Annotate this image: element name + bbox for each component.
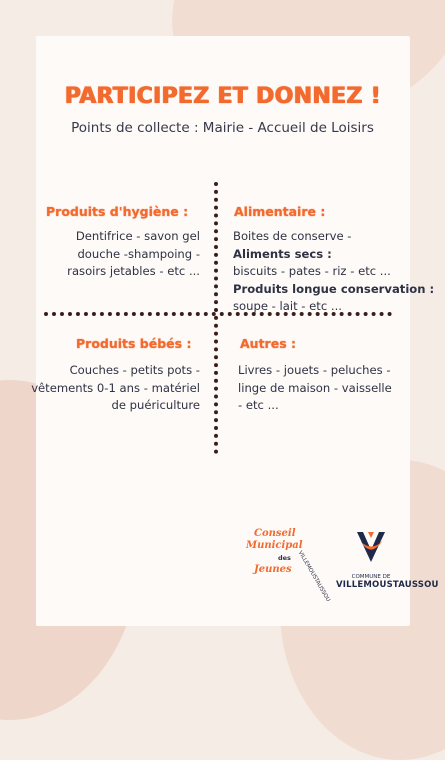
collection-points: Points de collecte : Mairie - Accueil de Loisirs (71, 120, 374, 136)
list-line (233, 281, 434, 299)
cmj-logo-word: des (278, 554, 291, 562)
commune-emblem-icon (353, 528, 389, 568)
list-line: Couches - petits pots - (69, 363, 200, 377)
cmj-logo-word: Jeunes (254, 564, 292, 575)
list-line: soupe - lait - etc ... (233, 299, 342, 313)
list-subheading: Produits longue conservation : (233, 281, 435, 296)
section-list-alimentaire (233, 228, 434, 316)
list-line (233, 246, 434, 264)
list-line: - etc ... (238, 398, 279, 412)
commune-caption: COMMUNE DE (351, 574, 391, 580)
section-title-hygiene: Produits d'hygiène : (46, 204, 189, 219)
cmj-logo-word: Conseil (254, 528, 296, 539)
list-line: douche -shampoing - (77, 246, 200, 261)
commune-name: VILLEMOUSTAUSSOU (336, 580, 439, 590)
list-line: Boites de conserve - (233, 229, 352, 243)
list-line: biscuits - pates - riz - etc ... (233, 264, 391, 278)
section-title-autres: Autres : (240, 336, 296, 351)
vertical-divider (214, 182, 218, 454)
cmj-logo (244, 528, 331, 603)
list-line: rasoirs jetables - etc ... (67, 264, 200, 278)
list-line: Livres - jouets - peluches - (238, 363, 391, 377)
section-list-autres (238, 362, 392, 415)
list-line: linge de maison - vaisselle (238, 380, 392, 395)
cmj-logo-word: Municipal (246, 540, 303, 551)
section-list-hygiene (67, 228, 200, 281)
commune-logo (336, 528, 439, 598)
list-subheading: Aliments secs : (233, 246, 332, 261)
list-line: vêtements 0-1 ans - matériel (31, 380, 200, 395)
section-title-bebes: Produits bébés : (76, 336, 192, 351)
section-title-alimentaire: Alimentaire : (234, 204, 326, 219)
list-line: de puériculture (111, 398, 200, 412)
cmj-logo-city: VILLEMOUSTAUSSOU (296, 550, 331, 603)
poster-title: PARTICIPEZ ET DONNEZ ! (64, 84, 381, 109)
list-line: Dentifrice - savon gel (75, 229, 200, 243)
section-list-bebes (31, 362, 200, 415)
